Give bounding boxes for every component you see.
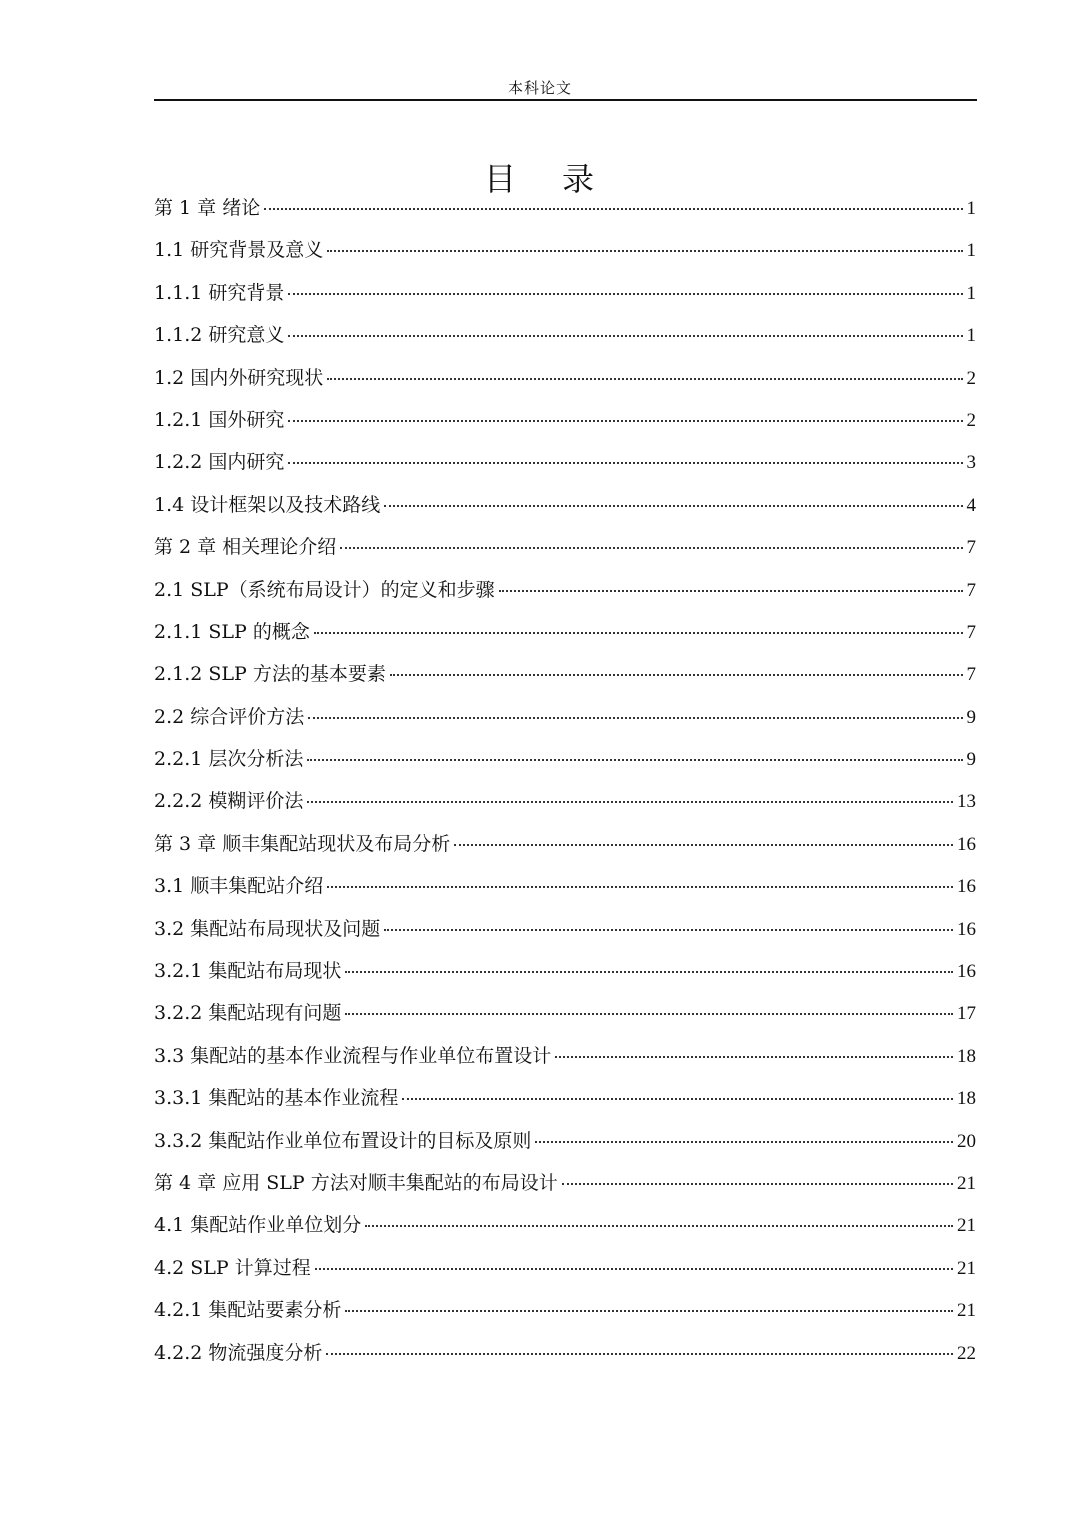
toc-leader-dots [326, 1353, 953, 1355]
toc-entry-page: 21 [957, 1172, 976, 1194]
toc-entry-page: 1 [966, 198, 976, 219]
toc-leader-dots [345, 1013, 953, 1015]
toc-entry-page: 16 [957, 876, 976, 898]
toc-entry-page: 21 [957, 1257, 976, 1279]
toc-entry-label: 3.2.1 集配站布局现状 [154, 960, 342, 983]
toc-leader-dots [307, 801, 953, 803]
toc-entry-label: 1.2.1 国外研究 [154, 408, 285, 431]
toc-leader-dots [499, 590, 963, 592]
toc-entry[interactable] [154, 441, 976, 483]
toc-entry[interactable] [154, 653, 976, 695]
toc-entry-page: 18 [957, 1088, 976, 1110]
toc-leader-dots [327, 378, 962, 380]
toc-entry-page: 7 [966, 579, 976, 601]
toc-entry-label: 4.2.1 集配站要素分析 [154, 1299, 342, 1322]
toc-entry-label: 3.3 集配站的基本作业流程与作业单位布置设计 [154, 1044, 552, 1067]
toc-entry-label: 第 1 章 绪论 [154, 197, 261, 219]
toc-entry[interactable] [154, 1035, 976, 1077]
toc-entry-label: 第 3 章 顺丰集配站现状及布局分析 [154, 832, 451, 855]
toc-entry-page: 3 [966, 452, 976, 474]
toc-entry-label: 1.1.2 研究意义 [154, 324, 285, 347]
toc-leader-dots [307, 759, 962, 761]
toc-entry-label: 3.3.1 集配站的基本作业流程 [154, 1087, 399, 1110]
toc-entry-label: 2.1.1 SLP 的概念 [154, 620, 310, 643]
toc-entry-label: 3.2 集配站布局现状及问题 [154, 917, 381, 940]
toc-entry-page: 9 [966, 706, 976, 728]
toc-entry[interactable] [154, 1162, 976, 1204]
toc-entry-page: 13 [957, 791, 976, 813]
toc-leader-dots [390, 674, 963, 676]
toc-entry-label: 1.1 研究背景及意义 [154, 239, 324, 262]
toc-entry[interactable] [154, 569, 976, 611]
toc-entry-page: 21 [957, 1215, 976, 1237]
toc-leader-dots [308, 717, 962, 719]
toc-leader-dots [345, 1310, 953, 1312]
toc-leader-dots [562, 1183, 953, 1185]
toc-entry-page: 7 [966, 537, 976, 559]
toc-entry[interactable] [154, 865, 976, 907]
toc-entry-page: 20 [957, 1130, 976, 1152]
toc-leader-dots [384, 929, 953, 931]
toc-entry-label: 2.1 SLP（系统布局设计）的定义和步骤 [154, 578, 495, 601]
toc-entry[interactable] [154, 229, 976, 271]
toc-entry-label: 2.2 综合评价方法 [154, 705, 305, 728]
toc-entry-page: 18 [957, 1045, 976, 1067]
toc-entry[interactable] [154, 780, 976, 822]
toc-leader-dots [327, 886, 953, 888]
toc-entry-page: 1 [966, 240, 976, 262]
toc-list [154, 187, 976, 1374]
toc-entry-page: 2 [966, 367, 976, 389]
toc-leader-dots [454, 844, 953, 846]
title-char-2: 录 [562, 160, 597, 199]
toc-entry-label: 1.1.1 研究背景 [154, 281, 285, 304]
toc-entry-label: 2.2.2 模糊评价法 [154, 790, 304, 813]
toc-leader-dots [314, 632, 963, 634]
toc-leader-dots [535, 1141, 953, 1143]
toc-entry-label: 1.2 国内外研究现状 [154, 366, 324, 389]
toc-entry[interactable] [154, 1204, 976, 1246]
toc-entry[interactable] [154, 738, 976, 780]
toc-entry-page: 4 [966, 494, 976, 516]
toc-leader-dots [340, 547, 962, 549]
toc-entry-label: 3.1 顺丰集配站介绍 [154, 875, 324, 898]
toc-entry-label: 3.3.2 集配站作业单位布置设计的目标及原则 [154, 1129, 532, 1152]
toc-entry-page: 21 [957, 1300, 976, 1322]
toc-entry-label: 3.2.2 集配站现有问题 [154, 1002, 342, 1025]
toc-entry[interactable] [154, 908, 976, 950]
toc-entry[interactable] [154, 1120, 976, 1162]
header-rule [154, 99, 977, 101]
toc-entry-page: 16 [957, 961, 976, 983]
toc-entry[interactable] [154, 992, 976, 1034]
toc-entry[interactable] [154, 399, 976, 441]
toc-leader-dots [365, 1225, 953, 1227]
toc-entry[interactable] [154, 187, 976, 229]
toc-entry[interactable] [154, 314, 976, 356]
toc-entry[interactable] [154, 1077, 976, 1119]
toc-leader-dots [315, 1268, 953, 1270]
toc-entry-page: 22 [957, 1342, 976, 1364]
toc-entry[interactable] [154, 950, 976, 992]
toc-leader-dots [327, 250, 962, 252]
toc-entry-page: 9 [966, 749, 976, 771]
toc-leader-dots [345, 971, 953, 973]
toc-entry[interactable] [154, 484, 976, 526]
toc-leader-dots [384, 505, 962, 507]
toc-entry-page: 1 [966, 282, 976, 304]
toc-entry-page: 7 [966, 621, 976, 643]
toc-entry-label: 第 4 章 应用 SLP 方法对顺丰集配站的布局设计 [154, 1171, 558, 1194]
toc-entry-label: 第 2 章 相关理论介绍 [154, 536, 337, 559]
toc-entry-page: 16 [957, 918, 976, 940]
toc-leader-dots [402, 1098, 953, 1100]
toc-entry[interactable] [154, 1332, 976, 1374]
title-char-1: 目 [483, 160, 518, 199]
toc-entry-label: 1.4 设计框架以及技术路线 [154, 493, 381, 516]
toc-entry-label: 4.2 SLP 计算过程 [154, 1256, 311, 1279]
toc-entry-page: 16 [957, 833, 976, 855]
toc-leader-dots [264, 208, 962, 210]
toc-leader-dots [288, 335, 962, 337]
toc-entry-label: 2.2.1 层次分析法 [154, 748, 304, 771]
toc-leader-dots [555, 1056, 953, 1058]
toc-entry-label: 4.2.2 物流强度分析 [154, 1341, 323, 1364]
toc-entry[interactable] [154, 823, 976, 865]
toc-leader-dots [288, 462, 962, 464]
toc-entry-page: 17 [957, 1003, 976, 1025]
toc-entry[interactable] [154, 696, 976, 738]
toc-entry[interactable] [154, 1289, 976, 1331]
toc-entry-page: 1 [966, 325, 976, 347]
toc-entry[interactable] [154, 611, 976, 653]
toc-entry-label: 4.1 集配站作业单位划分 [154, 1214, 362, 1237]
toc-entry[interactable] [154, 357, 976, 399]
toc-leader-dots [288, 293, 962, 295]
toc-entry-page: 7 [966, 664, 976, 686]
running-header: 本科论文 [507, 79, 572, 97]
toc-entry-label: 1.2.2 国内研究 [154, 451, 285, 474]
toc-entry[interactable] [154, 526, 976, 568]
toc-entry-page: 2 [966, 409, 976, 431]
toc-entry-label: 2.1.2 SLP 方法的基本要素 [154, 663, 386, 686]
toc-leader-dots [288, 420, 962, 422]
toc-entry[interactable] [154, 1247, 976, 1289]
toc-entry[interactable] [154, 272, 976, 314]
